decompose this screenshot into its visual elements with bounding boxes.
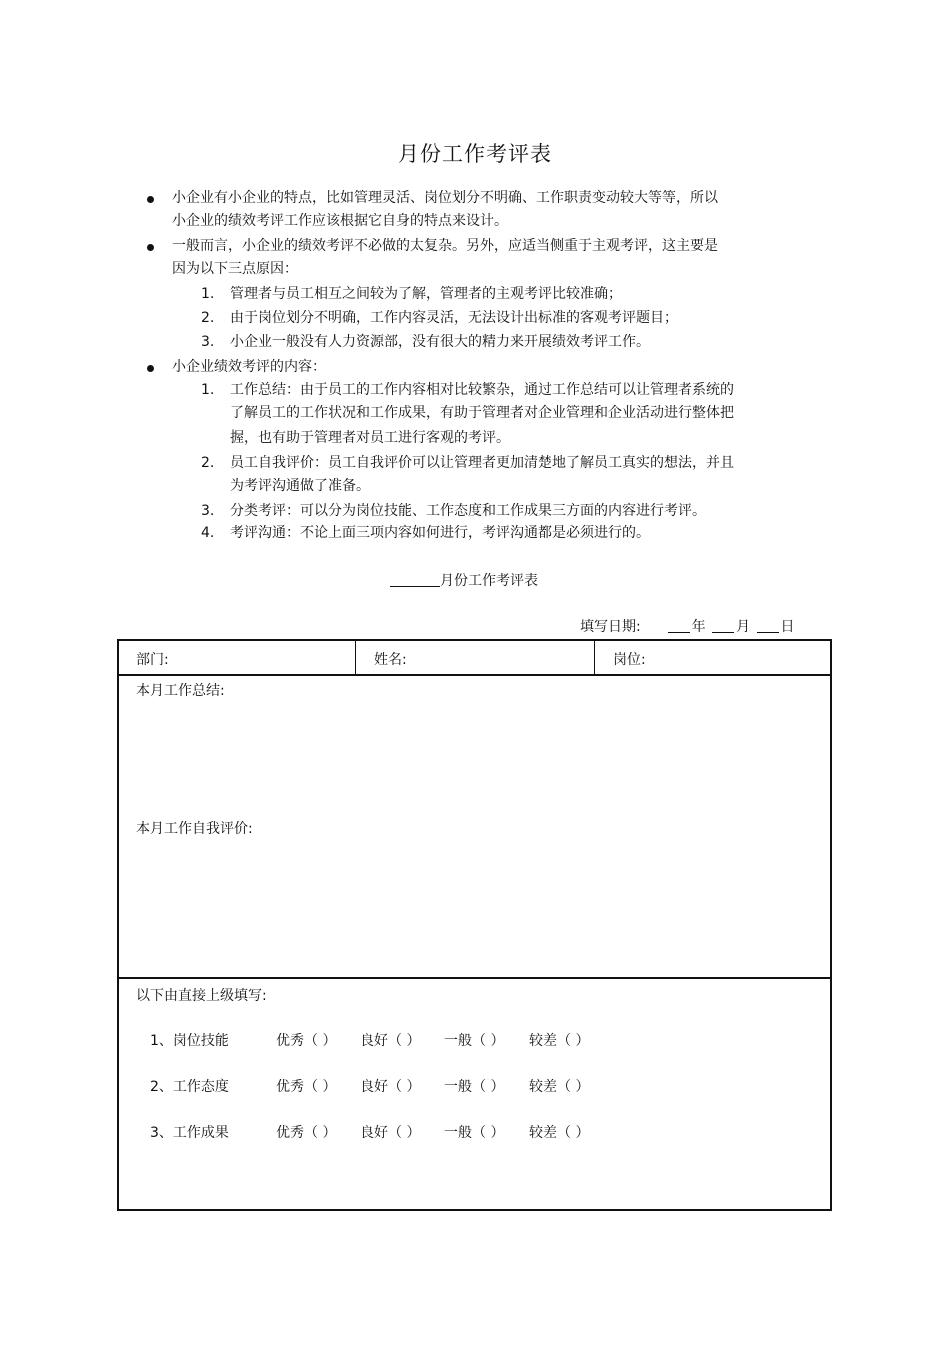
list-item-text: 管理者与员工相互之间较为了解，管理者的主观考评比较准确；: [230, 286, 622, 302]
rating-item-label: 2、工作态度: [150, 1079, 229, 1095]
list-item-text: 考评沟通：不论上面三项内容如何进行，考评沟通都是必须进行的。: [230, 525, 650, 541]
bullet-dot: [147, 196, 154, 203]
rating-item-label: 3、工作成果: [150, 1125, 229, 1141]
list-item-text: 小企业一般没有人力资源部，没有很大的精力来开展绩效考评工作。: [230, 334, 650, 350]
day-label: 日: [780, 619, 795, 635]
list-item-text: 为考评沟通做了准备。: [230, 478, 370, 494]
list-item-text: 握，也有助于管理者对员工进行客观的考评。: [230, 430, 510, 446]
rating-option-poor[interactable]: 较差（ ）: [529, 1033, 590, 1049]
rating-option-poor[interactable]: 较差（ ）: [529, 1125, 590, 1141]
bullet-dot: [147, 365, 154, 372]
form-subtitle-text: 月份工作考评表: [440, 573, 538, 589]
rating-option-good[interactable]: 良好（ ）: [360, 1079, 421, 1095]
date-row: [580, 616, 795, 636]
list-item-text: 工作总结：由于员工的工作内容相对比较繁杂，通过工作总结可以让管理者系统的: [230, 382, 734, 398]
monthly-summary-field[interactable]: 本月工作总结:: [136, 683, 225, 699]
month-field[interactable]: [712, 618, 734, 633]
list-number: 1.: [201, 382, 215, 398]
list-number: 2.: [201, 310, 215, 326]
table-divider: [594, 639, 595, 675]
rating-option-average[interactable]: 一般（ ）: [444, 1079, 505, 1095]
list-item-text: 分类考评：可以分为岗位技能、工作态度和工作成果三方面的内容进行考评。: [230, 503, 706, 519]
form-subtitle: [390, 570, 538, 590]
list-item-text: 了解员工的工作状况和工作成果，有助于管理者对企业管理和企业活动进行整体把: [230, 405, 734, 421]
list-number: 1.: [201, 286, 215, 302]
rating-option-good[interactable]: 良好（ ）: [360, 1125, 421, 1141]
rating-option-poor[interactable]: 较差（ ）: [529, 1079, 590, 1095]
rating-option-excellent[interactable]: 优秀（ ）: [276, 1079, 337, 1095]
position-field[interactable]: 岗位:: [613, 652, 646, 668]
rating-option-average[interactable]: 一般（ ）: [444, 1033, 505, 1049]
rating-option-excellent[interactable]: 优秀（ ）: [276, 1033, 337, 1049]
date-label: 填写日期:: [580, 619, 641, 635]
rating-option-good[interactable]: 良好（ ）: [360, 1033, 421, 1049]
list-number: 4.: [201, 525, 215, 541]
intro-text: 小企业绩效考评的内容：: [172, 359, 326, 375]
rating-option-average[interactable]: 一般（ ）: [444, 1125, 505, 1141]
department-field[interactable]: 部门:: [136, 652, 169, 668]
self-evaluation-field[interactable]: 本月工作自我评价:: [136, 821, 253, 837]
intro-text: 一般而言，小企业的绩效考评不必做的太复杂。另外，应适当侧重于主观考评，这主要是: [172, 238, 718, 254]
intro-text: 小企业有小企业的特点，比如管理灵活、岗位划分不明确、工作职责变动较大等等，所以: [172, 190, 718, 206]
page-title: 月份工作考评表: [398, 142, 552, 166]
table-divider: [355, 639, 356, 675]
year-label: 年: [691, 619, 706, 635]
intro-text: 因为以下三点原因：: [172, 261, 298, 277]
list-number: 2.: [201, 455, 215, 471]
rating-option-excellent[interactable]: 优秀（ ）: [276, 1125, 337, 1141]
month-blank[interactable]: [390, 571, 440, 587]
intro-text: 小企业的绩效考评工作应该根据它自身的特点来设计。: [172, 213, 508, 229]
month-label: 月: [736, 619, 751, 635]
list-item-text: 由于岗位划分不明确，工作内容灵活，无法设计出标准的客观考评题目；: [230, 310, 678, 326]
day-blank[interactable]: [757, 618, 779, 633]
name-field[interactable]: 姓名:: [374, 652, 407, 668]
table-divider: [117, 674, 832, 676]
table-divider: [117, 977, 832, 979]
bullet-dot: [147, 244, 154, 251]
year-blank[interactable]: [668, 618, 690, 633]
supervisor-section-label: 以下由直接上级填写:: [136, 988, 267, 1004]
rating-item-label: 1、岗位技能: [150, 1033, 229, 1049]
list-number: 3.: [201, 503, 215, 519]
list-item-text: 员工自我评价：员工自我评价可以让管理者更加清楚地了解员工真实的想法，并且: [230, 455, 734, 471]
list-number: 3.: [201, 334, 215, 350]
